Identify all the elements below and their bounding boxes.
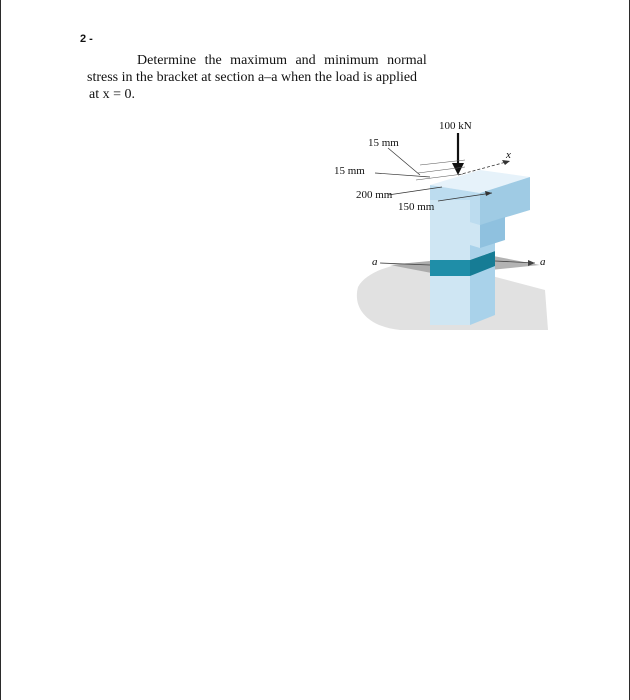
axis-x-label: x xyxy=(506,149,511,161)
dim-15-top-leader xyxy=(388,148,420,175)
problem-line-2: stress in the bracket at section a–a when the load is applied xyxy=(87,70,418,85)
section-band-front xyxy=(430,260,470,276)
problem-line-3: at x = 0. xyxy=(89,87,135,102)
load-label: 100 kN xyxy=(439,120,472,132)
problem-statement xyxy=(89,52,469,103)
dim-200-label: 200 mm xyxy=(356,189,393,201)
problem-line-1: Determine the maximum and minimum normal xyxy=(137,53,427,68)
dim-15-left-label: 15 mm xyxy=(334,165,365,177)
lower-column-front xyxy=(430,275,470,325)
bracket-figure xyxy=(330,115,560,340)
section-left-label: a xyxy=(372,256,378,268)
load-arrow-head xyxy=(452,163,464,175)
drop-left xyxy=(470,222,480,248)
bracket-illustration xyxy=(330,115,560,340)
section-right-label: a xyxy=(540,256,546,268)
dim-150-label: 150 mm xyxy=(398,201,435,213)
dim-15-left-leader xyxy=(375,173,430,177)
problem-number: 2 - xyxy=(80,33,93,45)
upper-column-front xyxy=(430,200,470,260)
page-border-left xyxy=(0,0,1,700)
dim-15-top-label: 15 mm xyxy=(368,137,399,149)
